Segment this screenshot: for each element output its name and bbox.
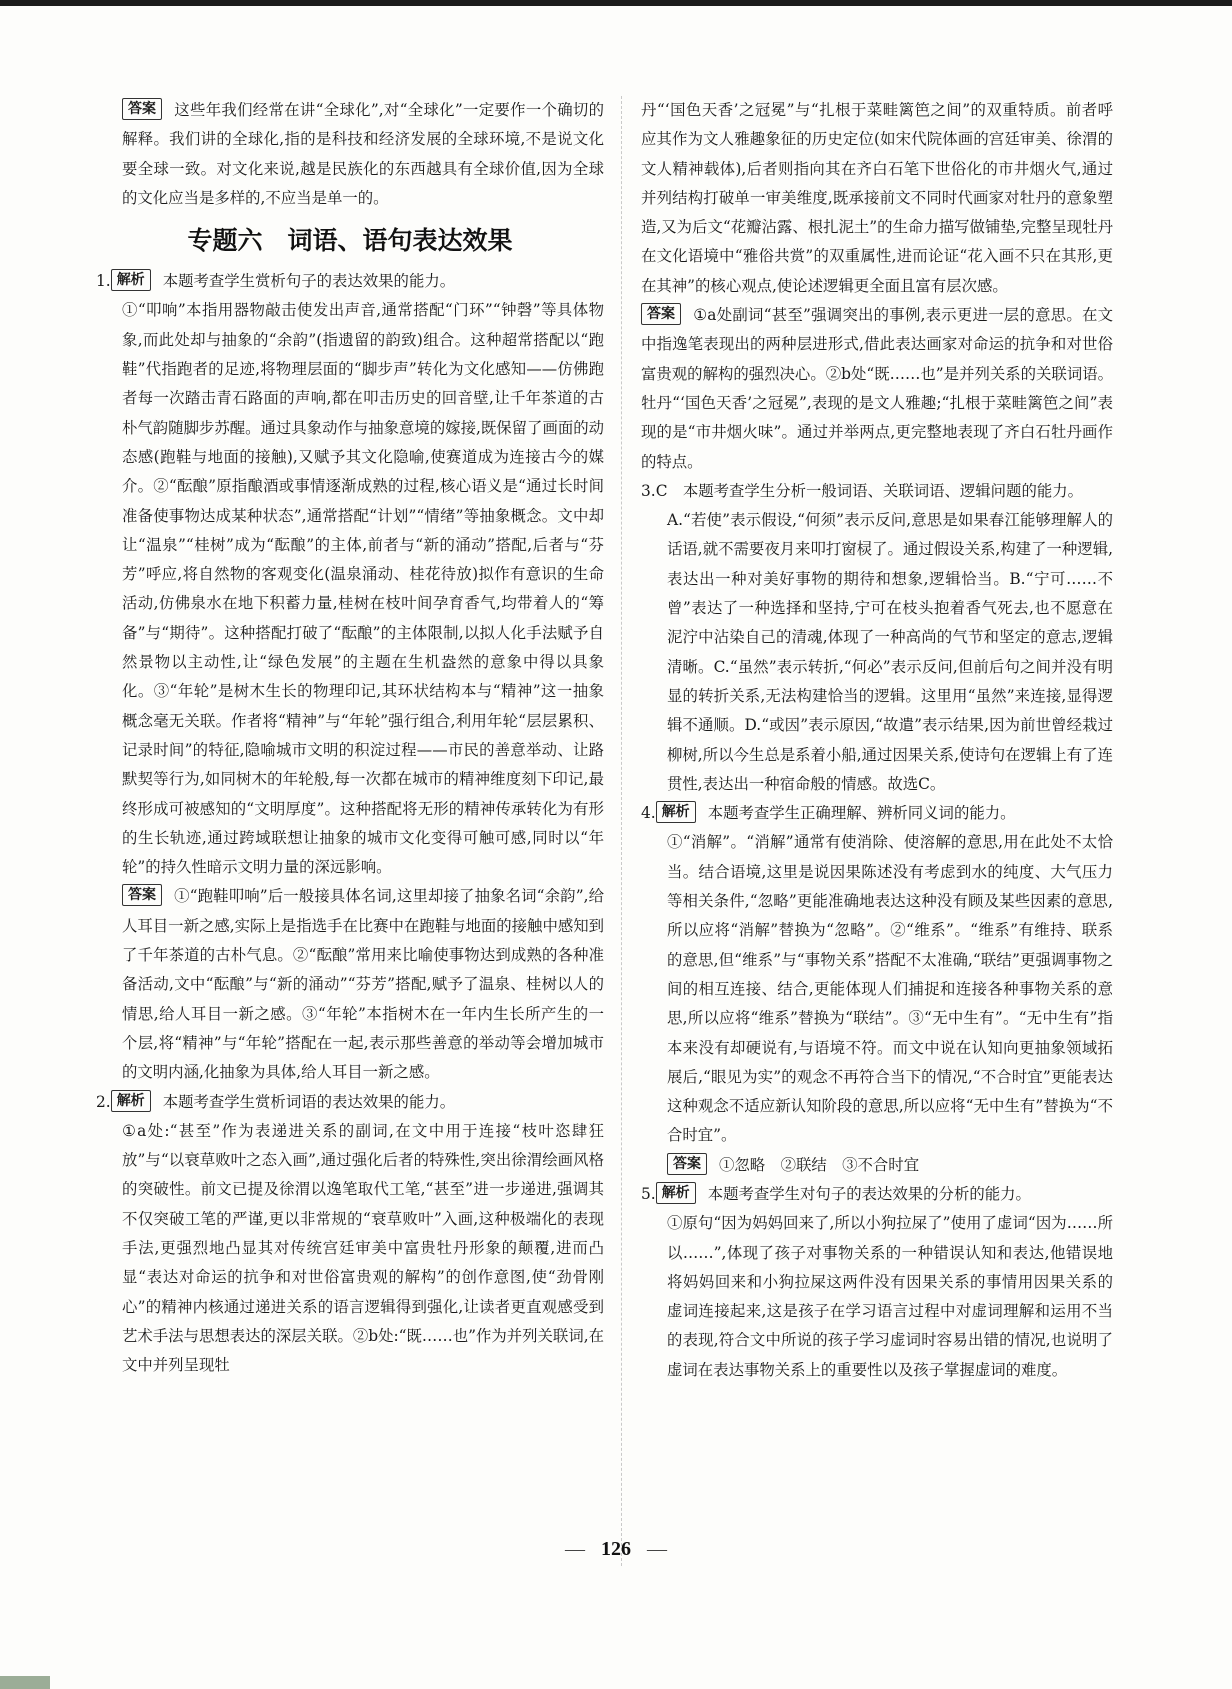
q4-body: ①“消解”。“消解”通常有使消除、使溶解的意思,用在此处不太恰当。结合语境,这里是说因果陈述没有考虑到水的纯度、大气压力等相关条件,“忽略”更能准确地表达这种没有顾及某些因素的意思,所以应将“消解”替换为“忽略”。②“维系”。“维系”有维持、联系的意思,但“维系”与“事物关系”搭配不太准确,“联结”更强调事物之间的相互连接、结合,更能体现人们捕捉和连接各种事物关系的意思,所以应将“维系”替换为“联结”。③“无中生有”。“无中生有”指本来没有却硬说有,与语境不符。而文中说在认知向更抽象领域拓展后,“眼见为实”的观念不再符合当下的情况,“不合时宜”更能表达这种观念不适应新认知阶段的意思,所以应将“无中生有”替换为“不合时宜”。 <box>667 833 1113 1145</box>
q3-item <box>641 477 1113 506</box>
q1-number: 1. <box>96 272 111 291</box>
footer-dash-left: — <box>565 1538 585 1560</box>
q2-analysis <box>96 1088 604 1117</box>
column-divider <box>621 96 622 1566</box>
q4-answer <box>641 1151 1113 1180</box>
q5-lead: 本题考查学生对句子的表达效果的分析的能力。 <box>707 1184 1031 1203</box>
q5-analysis <box>641 1180 1113 1209</box>
intro-answer-text: 这些年我们经常在讲“全球化”,对“全球化”一定要作一个确切的解释。我们讲的全球化,指的是科技和经济发展的全球环境,不是说文化要全球一致。对文化来说,越是民族化的东西越具有全球价值,因为全球的文化应当是多样的,不应当是单一的。 <box>122 101 604 207</box>
q1-answer-text: ①“跑鞋叩响”后一般接具体名词,这里却接了抽象名词“余韵”,给人耳目一新之感,实际上是指选手在比赛中在跑鞋与地面的接触中感知到了千年茶道的古朴气息。②“酝酿”常用来比喻使事物达到成熟的各种准备活动,文中“酝酿”与“新的涌动”“芬芳”搭配,赋予了温泉、桂树以人的情思,给人耳目一新之感。③“年轮”本指树木在一年内生长所产生的一个层,将“精神”与“年轮”搭配在一起,表示那些善意的举动等会增加城市的文明内涵,化抽象为具体,给人耳目一新之感。 <box>122 887 605 1082</box>
q2-body-continued: 丹“‘国色天香’之冠冕”与“扎根于菜畦篱笆之间”的双重特质。前者呼应其作为文人雅趣象征的历史定位(如宋代院体画的宫廷审美、徐渭的文人精神载体),后者则指向其在齐白石笔下世俗化的市井烟火气,通过并列结构打破单一审美维度,既承接前文不同时代画家对牡丹的意象塑造,又为后文“花瓣沾露、根扎泥土”的生命力描写做铺垫,完整呈现牡丹在文化语境中“雅俗共赏”的双重属性,进而论证“花入画不只在其形,更在其神”的核心观点,使论述逻辑更全面且富有层次感。 <box>641 101 1113 295</box>
q2-lead: 本题考查学生赏析词语的表达效果的能力。 <box>162 1092 456 1111</box>
page-number: 126 <box>601 1538 631 1560</box>
q4-answer-text: ①忽略 ②联结 ③不合时宜 <box>719 1155 920 1174</box>
q1-lead: 本题考查学生赏析句子的表达效果的能力。 <box>162 272 456 291</box>
analysis-tag: 解析 <box>111 269 151 291</box>
answer-tag: 答案 <box>122 98 162 120</box>
answer-tag: 答案 <box>667 1153 707 1175</box>
q2-number: 2. <box>96 1092 111 1111</box>
q4-lead: 本题考查学生正确理解、辨析同义词的能力。 <box>707 804 1016 823</box>
q5-body: ①原句“因为妈妈回来了,所以小狗拉屎了”使用了虚词“因为……所以……”,体现了孩子对事物关系的一种错误认知和表达,他错误地将妈妈回来和小狗拉屎这两件没有因果关系的事情用因果关系的虚词连接起来,这是孩子在学习语言过程中对虚词理解和运用不当的表现,符合文中所说的孩子学习虚词时容易出错的情况,也说明了虚词在表达事物关系上的重要性以及孩子掌握虚词的难度。 <box>667 1214 1113 1379</box>
q3-number: 3. <box>641 481 656 500</box>
q1-answer <box>96 882 604 1087</box>
q3-body: A.“若使”表示假设,“何须”表示反问,意思是如果春江能够理解人的话语,就不需要夜月来叩打窗棂了。通过假设关系,构建了一种逻辑,表达出一种对美好事物的期待和想象,逻辑恰当。B.“宁可……不曾”表达了一种选择和坚持,宁可在枝头抱着香气死去,也不愿意在泥泞中沾染自己的清魂,体现了一种高尚的气节和坚定的意志,逻辑清晰。C.“虽然”表示转折,“何必”表示反问,但前后句之间并没有明显的转折关系,无法构建恰当的逻辑。这里用“虽然”来连接,显得逻辑不通顺。D.“或因”表示原因,“故遣”表示结果,因为前世曾经栽过柳树,所以今生总是系着小船,通过因果关系,使诗句在逻辑上有了连贯性,表达出一种宿命般的情感。故选C。 <box>667 511 1113 793</box>
q5-number: 5. <box>641 1184 656 1203</box>
q4-analysis <box>641 799 1113 828</box>
q3-lead: C 本题考查学生分析一般词语、关联词语、逻辑问题的能力。 <box>655 481 1084 500</box>
q4-number: 4. <box>641 804 656 823</box>
q2-answer-text: ①a处副词“甚至”强调突出的事例,表示更进一层的意思。在文中指逸笔表现出的两种层进形式,借此表达画家对命运的抗争和对世俗富贵观的解构的强烈决心。②b处“既……也”是并列关系的关联词语。牡丹“‘国色天香’之冠冕”,表现的是文人雅趣;“扎根于菜畦篱笆之间”表现的是“市井烟火味”。通过并举两点,更完整地表现了齐白石牡丹画作的特点。 <box>641 306 1113 471</box>
q2-answer <box>641 301 1113 477</box>
intro-answer <box>96 96 604 213</box>
answer-tag: 答案 <box>122 884 162 906</box>
q1-body: ①“叩响”本指用器物敲击使发出声音,通常搭配“门环”“钟磬”等具体物象,而此处却与抽象的“余韵”(指遗留的韵致)组合。这种超常搭配以“跑鞋”代指跑者的足迹,将物理层面的“脚步声”转化为文化感知——仿佛跑者每一次踏击青石路面的声响,都在叩击历史的回音壁,让千年茶道的古朴气韵随脚步苏醒。通过具象动作与抽象意境的嫁接,既保留了画面的动态感(跑鞋与地面的接触),又赋予其文化隐喻,使赛道成为连接古今的媒介。②“酝酿”原指酿酒或事情逐渐成熟的过程,核心语义是“通过长时间准备使事物达成某种状态”,通常搭配“计划”“情绪”等抽象概念。文中却让“温泉”“桂树”成为“酝酿”的主体,前者与“新的涌动”搭配,后者与“芬芳”呼应,将自然物的客观变化(温泉涌动、桂花待放)拟作有意识的生命活动,仿佛泉水在地下积蓄力量,桂树在枝叶间孕育香气,均带着人的“筹备”与“期待”。这种搭配打破了“酝酿”的主体限制,以拟人化手法赋予自然景物以主动性,让“绿色发展”的主题在生机盎然的意象中得以具象化。③“年轮”是树木生长的物理印记,其环状结构本与“精神”这一抽象概念毫无关联。作者将“精神”与“年轮”强行组合,利用年轮“层层累积、记录时间”的特征,隐喻城市文明的积淀过程——市民的善意举动、让路默契等行为,如同树木的年轮般,每一次都在城市的精神维度刻下印记,最终形成可被感知的“文明厚度”。这种搭配将无形的精神传承转化为有形的生长轨迹,通过跨域联想让抽象的城市文化变得可触可感,同时以“年轮”的持久性暗示文明力量的深远影响。 <box>122 301 605 877</box>
answer-tag: 答案 <box>641 303 681 325</box>
q2-body: ①a处:“甚至”作为表递进关系的副词,在文中用于连接“枝叶恣肆狂放”与“以衰草败叶之态入画”,通过强化后者的特殊性,突出徐渭绘画风格的突破性。前文已提及徐渭以逸笔取代工笔,“甚至”进一步递进,强调其不仅突破工笔的严谨,更以非常规的“衰草败叶”入画,这种极端化的表现手法,更强烈地凸显其对传统宫廷审美中富贵牡丹形象的颠覆,进而凸显“表达对命运的抗争和对世俗富贵观的解构”的创作意图,使“劲骨刚心”的精神内核通过递进关系的语言逻辑得到强化,让读者更直观感受到艺术手法与思想表达的深层关联。②b处:“既……也”作为并列关联词,在文中并列呈现牡 <box>122 1121 604 1375</box>
analysis-tag: 解析 <box>656 1182 696 1204</box>
q1-analysis <box>96 267 604 296</box>
section-title: 专题六 词语、语句表达效果 <box>187 226 513 256</box>
right-column <box>641 96 1113 1385</box>
analysis-tag: 解析 <box>111 1090 151 1112</box>
analysis-tag: 解析 <box>656 801 696 823</box>
footer-dash-right: — <box>647 1538 667 1560</box>
top-edge-bar <box>0 0 1232 6</box>
left-column <box>96 96 604 1380</box>
corner-scan-mark <box>0 1676 50 1689</box>
page-number-footer <box>0 1538 1232 1561</box>
